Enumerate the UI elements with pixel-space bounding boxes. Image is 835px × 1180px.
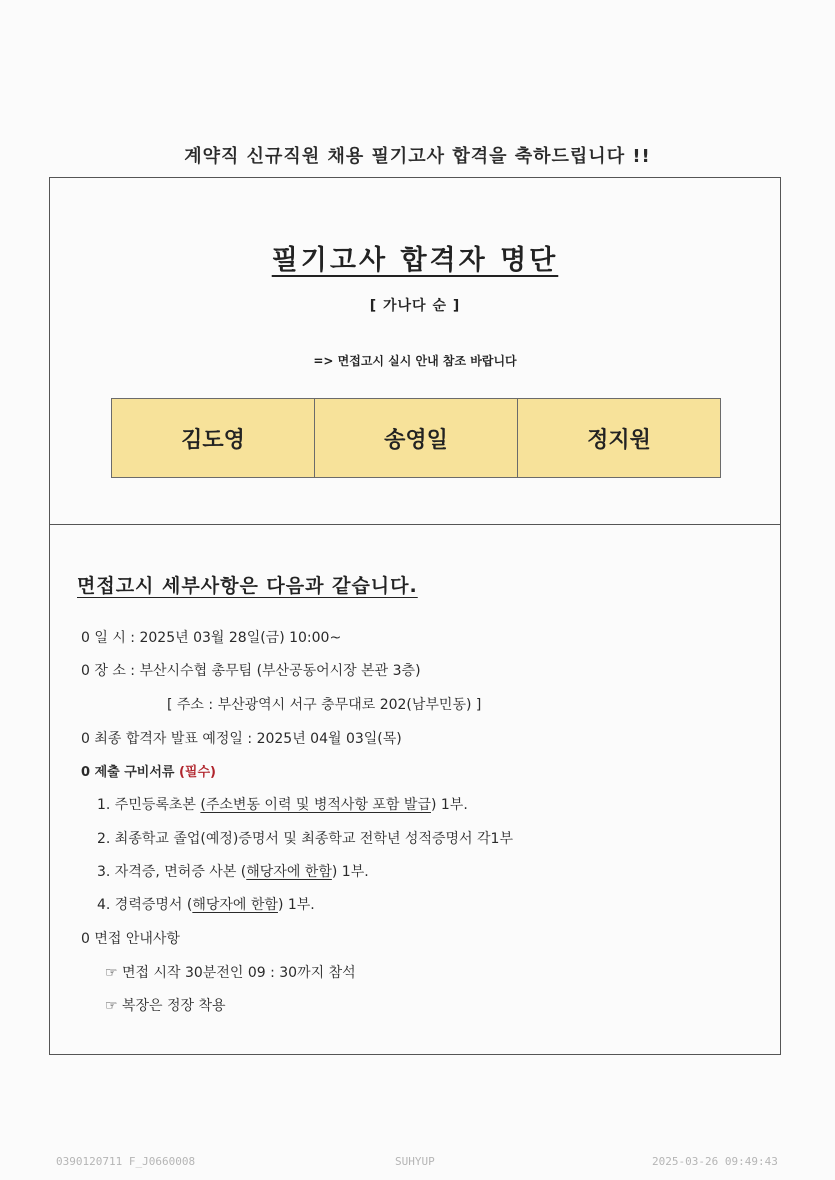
passer-name: 송영일 [315, 399, 518, 477]
interview-reference-note: => 면접고시 실시 안내 참조 바랍니다 [313, 354, 517, 368]
doc-item: 3. 자격증, 면허증 사본 (해당자에 한함) 1부. [97, 864, 369, 880]
order-note: [ 가나다 순 ] [369, 298, 461, 314]
passer-names-table [111, 398, 721, 478]
section-divider [50, 524, 780, 525]
details-title: 면접고시 세부사항은 다음과 같습니다. [77, 575, 418, 597]
date-value: 2025년 03월 28일(금) 10:00~ [139, 630, 342, 646]
notice-box [49, 177, 781, 1055]
list-title: 필기고사 합격자 명단 [271, 245, 559, 276]
docs-label: 0 제출 구비서류 [81, 765, 175, 780]
interview-heading: 0 면접 안내사항 [81, 931, 180, 947]
passer-name: 정지원 [587, 427, 651, 453]
place-line [81, 660, 421, 680]
address-line: [ 주소 : 부산광역시 서구 충무대로 202(남부민동) ] [167, 697, 482, 713]
docs-heading [81, 761, 216, 780]
announce-line: 0 최종 합격자 발표 예정일 : 2025년 04월 03일(목) [81, 731, 402, 747]
page-heading: 계약직 신규직원 채용 필기고사 합격을 축하드립니다 !! [184, 146, 651, 167]
doc-item: 1. 주민등록초본 (주소변동 이력 및 병적사항 포함 발급) 1부. [97, 797, 468, 813]
fax-timestamp: 2025-03-26 09:49:43 [652, 1155, 778, 1168]
fax-id: 0390120711 F_J0660008 [56, 1155, 196, 1168]
interview-item: ☞ 복장은 정장 착용 [105, 998, 226, 1014]
docs-required: (필수) [178, 765, 216, 780]
doc-item: 4. 경력증명서 (해당자에 한함) 1부. [97, 897, 315, 913]
place-value: 부산시수협 총무팀 (부산공동어시장 본관 3층) [139, 663, 421, 679]
date-label: 0 일 시 : [81, 630, 140, 646]
interview-item: ☞ 면접 시작 30분전인 09 : 30까지 참석 [105, 965, 356, 981]
place-label: 0 장 소 : [81, 663, 140, 679]
sender-name: SUHYUP [395, 1155, 435, 1168]
doc-item: 2. 최종학교 졸업(예정)증명서 및 최종학교 전학년 성적증명서 각1부 [97, 831, 513, 847]
passer-name: 김도영 [112, 399, 315, 477]
date-line [81, 627, 341, 647]
